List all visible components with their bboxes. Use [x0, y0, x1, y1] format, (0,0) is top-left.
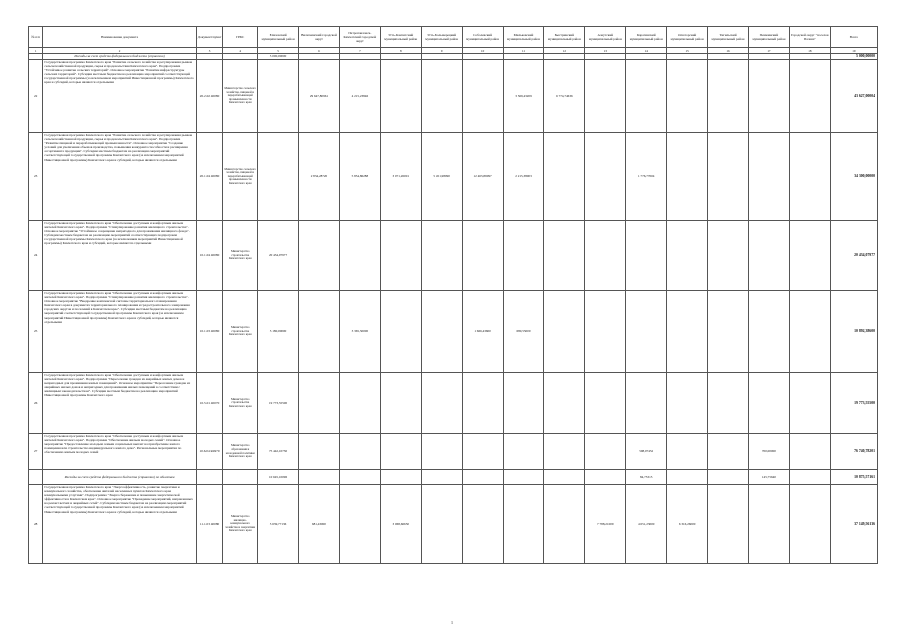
row-number-cell: 24 [29, 221, 43, 291]
district-amount-cell [258, 60, 299, 133]
row-number-cell: 27 [29, 434, 43, 470]
column-number: 6 [299, 48, 340, 54]
district-amount-cell [585, 133, 626, 221]
row-total-cell: 10 892,38600 [830, 291, 877, 373]
district-amount-cell: 700,00000 [748, 434, 789, 470]
district-amount-cell [421, 291, 462, 373]
district-amount-cell [667, 470, 708, 485]
district-amount-cell [789, 470, 830, 485]
district-amount-cell [626, 60, 667, 133]
district-amount-cell [544, 221, 585, 291]
district-amount-cell [544, 470, 585, 485]
row-number-cell: 28 [29, 485, 43, 564]
district-amount-cell: 4 215,23846 [339, 60, 380, 133]
row-total-cell: 19 773,55500 [830, 373, 877, 434]
document-description: Государственная программа Камчатского края "Обеспечение доступным и комфортным жильем жителей Камчатского края". Подпрограмма "Обеспечение жильем молодых семей". Основное мероприятие "Предоставление молодым семьям социальных выплат на приобретение жилого помещения или строительство индивидуального жилого дома". Региональные мероприятия по обеспечению жильем молодых семей [43, 434, 196, 470]
district-amount-cell: 3 569,43209 [503, 60, 544, 133]
district-amount-cell [789, 373, 830, 434]
district-amount-cell: 3 071,26001 [380, 133, 421, 221]
document-description: Государственная программа Камчатского края "Обеспечение доступным и комфортным жильем жителей Камчатского края". Подпрограмма "Стимулирование развития жилищного строительства". Основное мероприятие "Внедрение комплексной системы территориального планирования Камчатского края в документах территориального планирования и градостроительного зонирования городских округов и поселений в Камчатском крае". Субсидии местным бюджетам на реализацию мероприятий соответствующей государственной программы Камчатского края (за исключением мероприятий Инвестиционной программы) Камчатского края и субсидий, которые являются отдельными [43, 291, 196, 373]
district-amount-cell: 10 645,10096 [258, 470, 299, 485]
column-number: 15 [667, 48, 708, 54]
table-body [29, 54, 878, 564]
district-amount-cell [421, 434, 462, 470]
column-header: Тигильский муниципальный район [708, 27, 749, 48]
district-amount-cell [748, 485, 789, 564]
document-code: 10.5.01 40070 [196, 373, 223, 434]
district-amount-cell [339, 221, 380, 291]
district-amount-cell [503, 485, 544, 564]
row-total-cell: 43 627,00004 [830, 60, 877, 133]
district-amount-cell [544, 485, 585, 564]
district-amount-cell [380, 60, 421, 133]
district-amount-cell: 681,43000 [299, 485, 340, 564]
column-header: Олюторский муниципальный район [667, 27, 708, 48]
table-row [29, 485, 878, 564]
row-number-cell: 25 [29, 291, 43, 373]
district-amount-cell [380, 291, 421, 373]
district-amount-cell: 1 666,43600 [462, 291, 503, 373]
budget-customer: Министерство строительства Камчатского края [223, 221, 258, 291]
district-amount-cell [667, 373, 708, 434]
column-header: Усть-Камчатский муниципальный район [380, 27, 421, 48]
district-amount-cell [299, 434, 340, 470]
row-number-cell: 23 [29, 133, 43, 221]
budget-customer: Министерство сельского хозяйства, пищевой и перерабатывающей промышленности Камчатского края [223, 133, 258, 221]
column-header: Карагинский муниципальный район [626, 27, 667, 48]
district-amount-cell: 75 442,10730 [258, 434, 299, 470]
district-amount-cell [667, 434, 708, 470]
column-number: 13 [585, 48, 626, 54]
column-header: Документ/пункт [196, 27, 223, 48]
column-number: 19 [830, 48, 877, 54]
district-amount-cell [421, 470, 462, 485]
document-description: Государственная программа Камчатского края "Обеспечение доступным и комфортным жильем жителей Камчатского края". Подпрограмма "Стимулирование развития жилищного строительства". Основное мероприятие "Устойчивое сокращение непригодного для проживания жилищного фонда". Субсидии местным бюджетам на реализацию мероприятий соответствующих подпрограмм государственной программы Камчатского края (за исключением мероприятий Инвестиционной программы) Камчатского края и субсидий, которые являются отдельными [43, 221, 196, 291]
column-number: 9 [421, 48, 462, 54]
district-amount-cell [789, 60, 830, 133]
district-amount-cell [789, 221, 830, 291]
district-amount-cell: 5 000,00000 [258, 54, 299, 60]
budget-table-sheet [28, 26, 878, 564]
column-header: Соболевский муниципальный район [462, 27, 503, 48]
column-number: 1 [29, 48, 43, 54]
district-amount-cell [708, 470, 749, 485]
budget-allocation-table [28, 26, 878, 564]
document-code: 10.1.04 40080 [196, 221, 223, 291]
district-amount-cell [544, 291, 585, 373]
column-header: Быстринский муниципальный район [544, 27, 585, 48]
document-description: Государственная программа Камчатского края "Обеспечение доступным и комфортным жильем жителей Камчатского края". Подпрограмма "Переселение граждан из аварийных жилых домов и непригодных для проживания жилых помещений". Основное мероприятие "Переселение граждан из аварийных жилых домов и непригодных для проживания жилых помещений в соответствии с жилищным законодательством". Субсидии местным бюджетам на реализацию мероприятий Инвестиционной программы Камчатского края [43, 373, 196, 434]
document-description: Государственная программа Камчатского края "Развитие сельского хозяйства и регулирования рынков сельскохозяйственной продукции, сырья и продовольствия Камчатского края". Подпрограмма "Устойчивое развитие сельских территорий". Основное мероприятие "Развитие инфраструктуры сельских территорий". Субсидии местным бюджетам на реализацию мероприятий соответствующей государственной программы (за исключением мероприятий Инвестиционной программы) Камчатского края и субсидий, которые являются отдельными [43, 60, 196, 133]
district-amount-cell [462, 434, 503, 470]
column-header: ГРБС [223, 27, 258, 48]
document-code: 10.1.03 40080 [196, 291, 223, 373]
table-row [29, 373, 878, 434]
district-amount-cell: 3 365,50000 [339, 291, 380, 373]
column-number: 18 [789, 48, 830, 54]
district-amount-cell [626, 291, 667, 373]
row-total-cell: 5 000,00000 [830, 54, 877, 60]
budget-customer: Министерство сельского хозяйства, пищевой и перерабатывающей промышленности Камчатского края [223, 60, 258, 133]
district-amount-cell [585, 470, 626, 485]
district-amount-cell: 6 316,26000 [667, 485, 708, 564]
column-header: № п/п [29, 27, 43, 48]
district-amount-cell: 145,75640 [748, 470, 789, 485]
district-amount-cell [667, 133, 708, 221]
reference-note-text: Расходы за счет средств федерального бюджета (справочно) [43, 54, 196, 60]
column-number: 17 [748, 48, 789, 54]
district-amount-cell [585, 291, 626, 373]
district-amount-cell [748, 373, 789, 434]
district-amount-cell [544, 434, 585, 470]
district-amount-cell: 84,75315 [626, 470, 667, 485]
district-amount-cell [380, 470, 421, 485]
document-code: 10.6.04 R4970 [196, 434, 223, 470]
district-amount-cell [421, 60, 462, 133]
district-amount-cell [626, 373, 667, 434]
table-row [29, 434, 878, 470]
district-amount-cell: 1 776,77004 [626, 133, 667, 221]
column-number: 3 [196, 48, 223, 54]
district-amount-cell [339, 485, 380, 564]
district-amount-cell [339, 470, 380, 485]
document-code: 20.2.02 40080 [196, 60, 223, 133]
table-row [29, 60, 878, 133]
document-description: Государственная программа Камчатского края "Развитие сельского хозяйства и регулирования рынков сельскохозяйственной продукции, сырья и продовольствия Камчатского края". Подпрограмма "Развитие пищевой и перерабатывающей промышленности". Основное мероприятие "Создание условий для увеличения объемов производства, повышения конкурентоспособности и расширения ассортимента продукции". Субсидии местным бюджетам на реализацию мероприятий соответствующей государственной программы Камчатского края (за исключением мероприятий Инвестиционной программы) Камчатского края и субсидий, которые являются отдельными [43, 133, 196, 221]
column-header: Пенжинский муниципальный район [748, 27, 789, 48]
district-amount-cell: 7 788,21009 [585, 485, 626, 564]
district-amount-cell [421, 485, 462, 564]
district-amount-cell [299, 470, 340, 485]
column-header: Городской округ "поселок Палана" [789, 27, 830, 48]
column-header: Наименование документа [43, 27, 196, 48]
district-amount-cell [299, 221, 340, 291]
district-amount-cell [708, 434, 749, 470]
district-amount-cell: 5 180,00000 [258, 291, 299, 373]
district-amount-cell [667, 221, 708, 291]
district-amount-cell [585, 434, 626, 470]
district-amount-cell: 2 834,28720 [299, 133, 340, 221]
document-code: 11.1.03 40080 [196, 485, 223, 564]
district-amount-cell [544, 133, 585, 221]
column-number: 16 [708, 48, 749, 54]
district-amount-cell [708, 291, 749, 373]
budget-customer: Министерство строительства Камчатского края [223, 291, 258, 373]
district-amount-cell: 3 068,66650 [380, 485, 421, 564]
row-number-cell [29, 470, 43, 485]
district-amount-cell [503, 373, 544, 434]
budget-customer: Министерство строительства Камчатского края [223, 373, 258, 434]
district-amount-cell: 5 451,98090 [421, 133, 462, 221]
page-number: 1 [451, 620, 453, 625]
column-number: 4 [223, 48, 258, 54]
column-header: Вилючинский городской округ [299, 27, 340, 48]
district-amount-cell [462, 60, 503, 133]
district-amount-cell [708, 373, 749, 434]
column-number: 14 [626, 48, 667, 54]
district-amount-cell: 2 215,38003 [503, 133, 544, 221]
district-amount-cell [585, 221, 626, 291]
column-number: 12 [544, 48, 585, 54]
district-amount-cell [748, 60, 789, 133]
customer-cell [223, 470, 258, 485]
district-amount-cell [462, 221, 503, 291]
budget-customer: Министерство образования и молодежной политики Камчатского края [223, 434, 258, 470]
column-header: Мильковский муниципальный район [503, 27, 544, 48]
row-total-cell: 20 434,07977 [830, 221, 877, 291]
district-amount-cell [708, 133, 749, 221]
column-header: Алеутский муниципальный район [585, 27, 626, 48]
district-amount-cell [421, 221, 462, 291]
district-amount-cell: 5 854,86288 [339, 133, 380, 221]
reference-note-text: Расходы за счет средств федерального бюджета (справочно) по объектам [43, 470, 196, 485]
district-amount-cell [748, 133, 789, 221]
district-amount-cell [380, 221, 421, 291]
column-number: 7 [339, 48, 380, 54]
district-amount-cell: 29 647,80961 [299, 60, 340, 133]
district-amount-cell [339, 434, 380, 470]
district-amount-cell: 12 463,89097 [462, 133, 503, 221]
column-header: Елизовский муниципальный район [258, 27, 299, 48]
column-number: 8 [380, 48, 421, 54]
row-total-cell: 37 149,56136 [830, 485, 877, 564]
column-number: 2 [43, 48, 196, 54]
district-amount-cell [258, 133, 299, 221]
district-amount-cell: 19 773,55500 [258, 373, 299, 434]
district-amount-cell: 4 651,23000 [626, 485, 667, 564]
column-number: 11 [503, 48, 544, 54]
district-amount-cell [339, 373, 380, 434]
district-amount-cell [626, 221, 667, 291]
district-amount-cell [503, 221, 544, 291]
district-amount-cell [462, 485, 503, 564]
district-amount-cell [503, 434, 544, 470]
district-amount-cell [789, 133, 830, 221]
table-row [29, 291, 878, 373]
district-amount-cell [421, 373, 462, 434]
budget-customer: Министерство жилищно-коммунального хозяйства и энергетики Камчатского края [223, 485, 258, 564]
column-number: 10 [462, 48, 503, 54]
district-amount-cell [503, 470, 544, 485]
row-total-cell: 10 875,57161 [830, 470, 877, 485]
district-amount-cell [462, 373, 503, 434]
table-header-row [29, 27, 878, 48]
district-amount-cell: 5 639,77136 [258, 485, 299, 564]
column-header: Усть-Большерецкий муниципальный район [421, 27, 462, 48]
district-amount-cell [708, 485, 749, 564]
code-cell [196, 470, 223, 485]
document-code: 20.1.04 40080 [196, 133, 223, 221]
district-amount-cell [748, 291, 789, 373]
district-amount-cell [667, 60, 708, 133]
table-row [29, 221, 878, 291]
district-amount-cell [789, 291, 830, 373]
district-amount-cell [299, 291, 340, 373]
district-amount-cell [380, 373, 421, 434]
district-amount-cell: 20 434,07977 [258, 221, 299, 291]
district-amount-cell [667, 291, 708, 373]
district-amount-cell: 598,07452 [626, 434, 667, 470]
district-amount-cell [299, 373, 340, 434]
row-number-cell: 22 [29, 60, 43, 133]
district-amount-cell [585, 60, 626, 133]
district-amount-cell [544, 373, 585, 434]
document-description: Государственная программа Камчатского края "Энергоэффективность, развитие энергетики и коммунального хозяйства, обеспечение жителей населенных пунктов Камчатского края коммунальными услугами". Подпрограмма "Энергосбережение и повышение энергетической эффективности в Камчатском крае". Основное мероприятие "Проведение мероприятий, направленных на ремонт ветхих и аварийных сетей". Субсидии местным бюджетам на реализацию мероприятий соответствующей государственной программы Камчатского края (за исключением мероприятий Инвестиционной программы) Камчатского края и субсидий, которые являются отдельными [43, 485, 196, 564]
district-amount-cell: 680,55000 [503, 291, 544, 373]
district-amount-cell [585, 373, 626, 434]
district-amount-cell [380, 434, 421, 470]
reference-note-row [29, 470, 878, 485]
district-amount-cell [708, 221, 749, 291]
column-header: Петропавловск-Камчатский городской округ [339, 27, 380, 48]
district-amount-cell [708, 60, 749, 133]
district-amount-cell [789, 434, 830, 470]
district-amount-cell: 6 774,74636 [544, 60, 585, 133]
column-number: 5 [258, 48, 299, 54]
table-row [29, 133, 878, 221]
district-amount-cell [748, 221, 789, 291]
row-number-cell: 26 [29, 373, 43, 434]
row-total-cell: 76 740,78201 [830, 434, 877, 470]
district-amount-cell [462, 470, 503, 485]
row-total-cell: 34 300,00000 [830, 133, 877, 221]
district-amount-cell [789, 485, 830, 564]
column-header: Всего [830, 27, 877, 48]
